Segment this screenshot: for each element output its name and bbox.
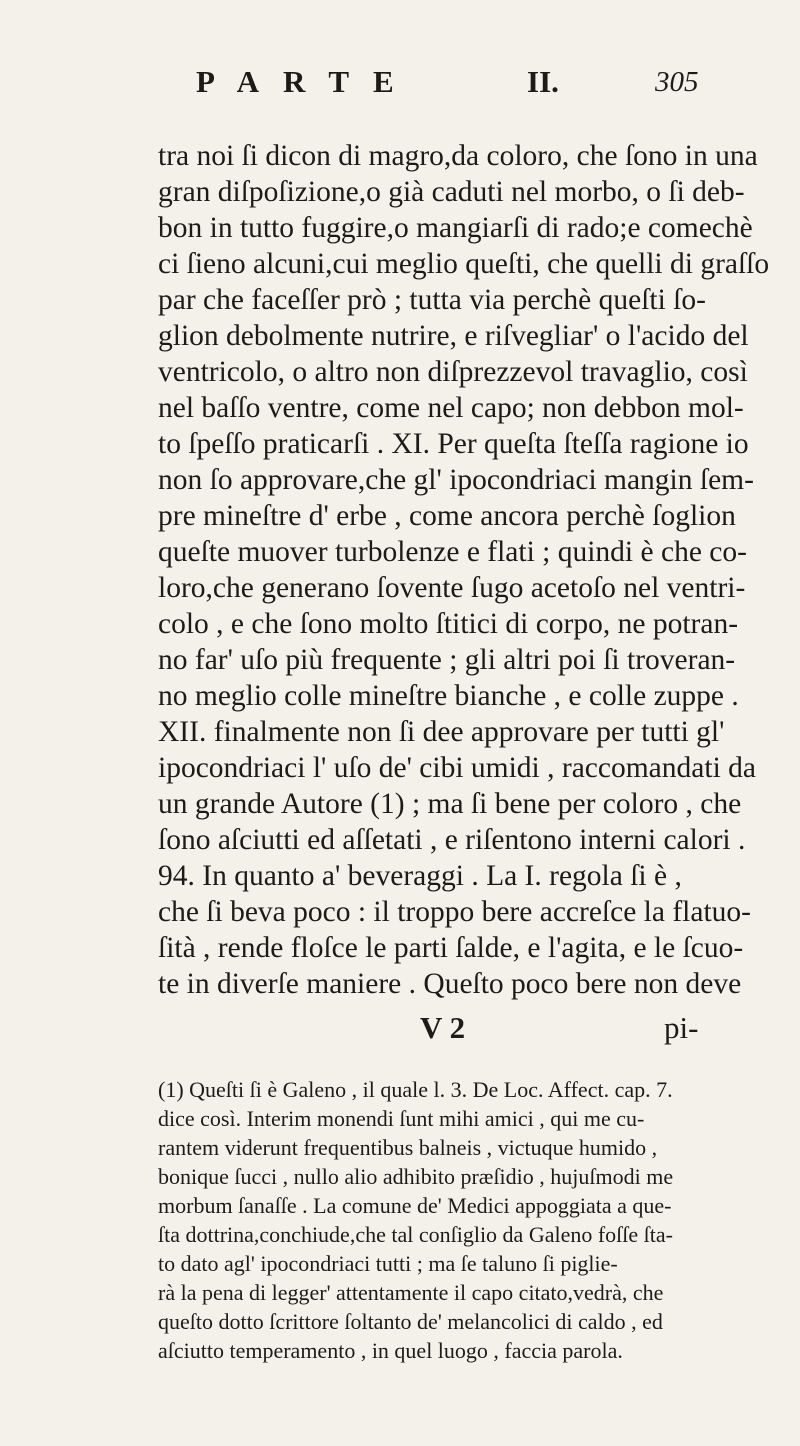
catchword: pi- [664, 1010, 699, 1045]
body-line: gran diſpoſizione,o già caduti nel morbo, o ſi deb- [158, 176, 745, 208]
footnote-line: aſciutto temperamento , in quel luogo , faccia parola. [158, 1338, 623, 1363]
footnote-line: to dato agl' ipocondriaci tutti ; ma ſe taluno ſi piglie- [158, 1251, 618, 1276]
body-line: 94. In quanto a' beveraggi . La I. regola ſi è , [158, 860, 682, 892]
body-line: nel baſſo ventre, come nel capo; non debbon mol- [158, 392, 744, 424]
footnote-line: bonique ſucci , nullo alio adhibito præſidio , hujuſmodi me [158, 1164, 674, 1189]
part-number: II. [527, 64, 559, 99]
footnote-line: dice così. Interim monendi ſunt mihi amici , qui me cu- [158, 1106, 645, 1131]
body-line: ci ſieno alcuni,cui meglio queſti, che quelli di graſſo [158, 248, 770, 280]
body-line: to ſpeſſo praticarſi . XI. Per queſta ſteſſa ragione io [158, 428, 749, 460]
body-line: pre mineſtre d' erbe , come ancora perchè ſoglion [158, 500, 736, 532]
body-line: XII. finalmente non ſi dee approvare per tutti gl' [158, 716, 725, 748]
body-line: ventricolo, o altro non diſprezzevol travaglio, così [158, 356, 748, 388]
body-line: glion debolmente nutrire, e riſvegliar' o l'acido del [158, 320, 749, 352]
footnote-line: (1) Queſti ſi è Galeno , il quale l. 3. De Loc. Affect. cap. 7. [158, 1077, 673, 1102]
body-line: bon in tutto fuggire,o mangiarſi di rado;e comechè [158, 212, 753, 244]
body-line: che ſi beva poco : il troppo bere accreſce la flatuo- [158, 896, 751, 928]
footnote-line: queſto dotto ſcrittore ſoltanto de' melancolici di caldo , ed [158, 1309, 663, 1334]
signature-line [0, 1010, 800, 1050]
signature-mark: V 2 [420, 1010, 466, 1045]
page-number: 305 [655, 66, 699, 98]
body-line: no meglio colle mineſtre bianche , e colle zuppe . [158, 680, 739, 712]
body-line: non ſo approvare,che gl' ipocondriaci mangin ſem- [158, 464, 754, 496]
body-line: no far' uſo più frequente ; gli altri poi ſi troveran- [158, 644, 736, 676]
body-line: loro,che generano ſovente ſugo acetoſo nel ventri- [158, 572, 746, 604]
footnote-line: morbum ſanaſſe . La comune de' Medici appoggiata a que- [158, 1193, 672, 1218]
body-line: ſità , rende floſce le parti ſalde, e l'agita, e le ſcuo- [158, 932, 744, 964]
body-line: ipocondriaci l' uſo de' cibi umidi , raccomandati da [158, 752, 756, 784]
footnote-line: ſta dottrina,conchiude,che tal conſiglio da Galeno foſſe ſta- [158, 1222, 673, 1247]
body-line: tra noi ſi dicon di magro,da coloro, che ſono in una [158, 140, 758, 172]
body-line: un grande Autore (1) ; ma ſi bene per coloro , che [158, 788, 742, 820]
footnote-line: rà la pena di legger' attentamente il capo citato,vedrà, che [158, 1280, 664, 1305]
body-line: te in diverſe maniere . Queſto poco bere non deve [158, 968, 742, 1000]
footnote-line: rantem viderunt frequentibus balneis , victuque humido , [158, 1135, 658, 1160]
body-line: ſono aſciutti ed aſſetati , e riſentono interni calori . [158, 824, 746, 856]
page-header [0, 64, 800, 104]
body-line: colo , e che ſono molto ſtitici di corpo, ne potran- [158, 608, 739, 640]
running-title: PARTE [196, 64, 418, 99]
body-line: queſte muover turbolenze e flati ; quindi è che co- [158, 536, 747, 568]
body-line: par che faceſſer prò ; tutta via perchè queſti ſo- [158, 284, 706, 316]
